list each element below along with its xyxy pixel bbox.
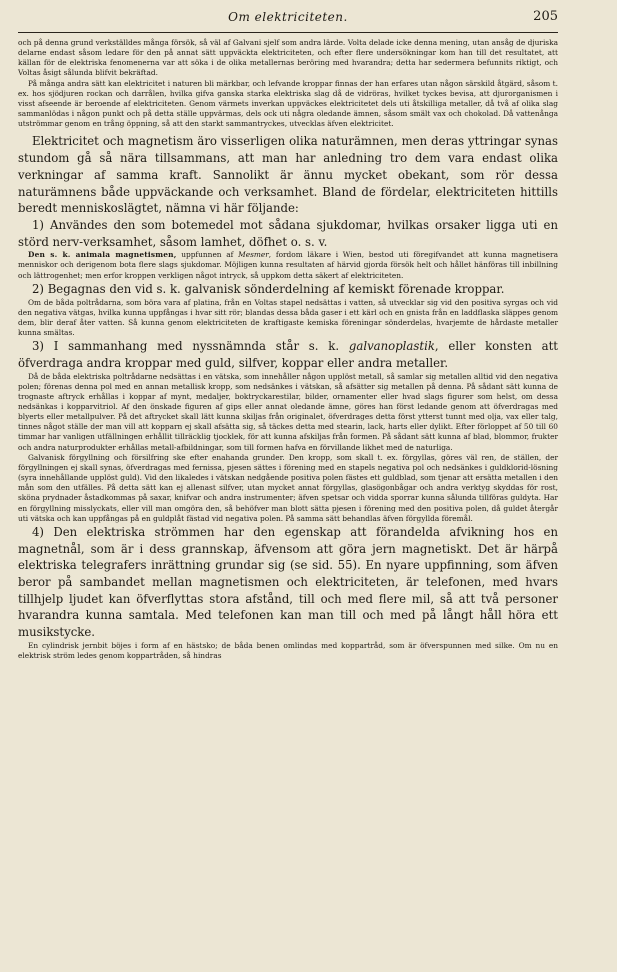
- galvanoplastik-term: galvanoplastik: [348, 339, 435, 354]
- paragraph-natural-electricity: På många andra sätt kan elektricitet i naturen bli märkbar, och lefvande kroppar finnas der han erfares utan någon särskild åtgärd, såsom t. ex. hos sjödjuren rockan och darrålen, hvilka gifva ganska starka elektriska slag då de vidröras, hvilket tyckes bevisa, att djurorganismen i visst afseende är beroende af elektriciteten. Genom värmets inverkan uppväckes elektricitetet dels uti åtskilliga metaller, då två af olika slag sammanlödas i någon punkt och på detta ställe uppvärmas, dels ock uti några oledande ämnen, såsom smält vax och chokolad. Då vattenånga utströmmar genom en trång öppning, så att den starkt sammantryckes, utvecklas äfven elektricitet.: [18, 78, 558, 129]
- list-item-4-telegraph: 4) Den elektriska strömmen har den egenskap att förandelda afvikning hos en magnetnål, som är i dess grannskap, äfvensom att göra jern magnetiskt. Det är härpå elektriska telegrafers inrättning grundar sig (se sid. 55). En nyare uppfinning, som äfven beror på sambandet mellan magnetismen och elektriciteten, är telefonen, med hvars tillhjelp ljudet kan öfverflyttas stora afstånd, till och med flere mil, så att två personer hvarandra kunna samtala. Med telefonen kan man till och med på långt håll höra ett musikstycke.: [18, 524, 558, 640]
- paragraph-water-decomposition: Om de båda poltrådarna, som böra vara af platina, från en Voltas stapel nedsättas i vatten, så utvecklar sig vid den positiva syrgas och vid den negativa vätgas, hvilka kunna uppfångas i hvar sitt rör; blandas dessa båda gaser i ett kärl och en gnista från en laddflaska släppes genom dem, blir deraf åter vatten. Så kunna genom elektriciteten de kraftigaste kemiska föreningar sönderdelas, hvarjemte de hårdaste metaller kunna smältas.: [18, 297, 558, 337]
- paragraph-animal-magnetism: Den s. k. animala magnetismen, uppfunnen af Mesmer, fordom läkare i Wien, bestod uti föregifvandet att kunna magnetisera menniskor och derigenom bota flere slags sjukdomar. Möjligen kunna resultaten af härvid gjorda försök helt och hållet hänföras till inbillning och lättrogenhet; men erfor kroppen verkligen något intryck, så uppkom detta säkert af elektriciteten.: [18, 250, 558, 280]
- list-item-3-galvanoplastik: 3) I sammanhang med nyssnämnda står s. k. galvanoplastik, eller konsten att öfverdraga andra kroppar med guld, silfver, koppar eller andra metaller.: [18, 339, 558, 370]
- page-number: 205: [533, 9, 558, 24]
- book-page: [18, 8, 558, 661]
- paragraph-horseshoe-magnet: En cylindrisk jernbit böjes i form af en hästsko; de båda benen omlindas med koppartråd, som är öfverspunnen med silke. Om nu en elektrisk ström ledes genom koppartråden, så hindras: [18, 640, 558, 660]
- page-header: [18, 8, 558, 33]
- list-item-1-medicine: 1) Användes den som botemedel mot sådana sjukdomar, hvilkas orsaker ligga uti en störd nerv-verksamhet, såsom lamhet, döfhet o. s. v.: [18, 217, 558, 249]
- list-item-2-decomposition: 2) Begagnas den vid s. k. galvanisk sönderdelning af kemiskt förenade kroppar.: [32, 281, 505, 296]
- animal-magnetism-term: Den s. k. animala magnetismen,: [28, 250, 177, 260]
- paragraph-galvanoplastik-process: Då de båda elektriska poltrådarne nedsättas i en vätska, som innehåller någon upplöst metall, så samlar sig metallen alltid vid den negativa polen; förenas denna pol med en annan metallisk kropp, som nedsänkes i vätskan, så afsätter sig metallen på denna. På sådant sätt kunna de trognaste aftryck erhållas i koppar af mynt, medaljer, boktryckarestilar, bilder, ornamenter eller hvad slags figurer som helst, om dessa nedsänkas i kopparvitriol. Af den önskade figuren af gips eller annat oledande ämne, göres han först ledande genom att öfverdragas med blyerts eller metallpulver. På det aftrycket skall lätt kunna skiljas från originalet, öfverdrages detta först ytterst tunnt med olja, vax eller talg, tinnes något ställe der man vill att kopparn ej skall afsätta sig, så täckes detta med stearin, lack, harts eller dylikt. Efter förloppet af 50 till 60 timmar har vanligen utfällningen erhållit tillräcklig tjocklek, för att kunna afskiljas från formen. På sådant sätt kunna af blad, blommor, frukter och andra naturprodukter erhållas metall-afbildningar, som till formen hafva en förvillande likhet med de naturliga.: [18, 371, 558, 452]
- mesmer-name: Mesmer: [238, 250, 269, 260]
- paragraph-gilding: Galvanisk förgyllning och försilfring ske efter enahanda grunder. Den kropp, som skall t. ex. förgyllas, göres väl ren, de ställen, der förgyllningen ej skall synas, öfverdragas med fernissa, pjesen sättes i förening med en stapels negativa pol och nedsänkes i guldklorid-lösning (syra innehållande upplöst guld). Vid den likaledes i vätskan nedgående positiva polen fästes ett guldblad, som tjenar att ersätta metallen i den mån som den utfälles. På detta sätt kan ej allenast silfver, utan mycket annat förgyllas, glasögonbågar och andra verktyg skyddas för rost, sköna prydnader åstadkommas på saxar, knifvar och andra instrumenter; äfven spetsar och vidda sporrar kunna sålunda tillföras guldyta. Har en förgyllning misslyckats, eller vill man omgöra den, så behöfver man blott sätta pjesen i förening med den positiva polen, då guldet återgår uti vätska och kan uppfångas på en guldplåt fästad vid negativa polen. På samma sätt behandlas äfven förgyllda föremål.: [18, 452, 558, 523]
- paragraph-electricity-magnetism: Elektricitet och magnetism äro visserligen olika naturämnen, men deras yttringar synas stundom gå så nära tillsammans, att man har anledning tro dem vara endast olika verkningar af samma kraft. Sannolikt är ännu mycket obekant, som rör dessa naturämnens både uppväckande och verksamhet. Bland de fördelar, elektriciteten hittills beredt menniskoslägtet, nämna vi här följande:: [18, 134, 558, 216]
- paragraph-galvani: och på denna grund verkställdes många försök, så väl af Galvani sjelf som andra lärde. Volta delade icke denna mening, utan ansåg de djuriska delarne endast såsom ledare för den på annat sätt uppväckta elektriciteten, och efter flere undersökningar kom han till det resultatet, att källan för de elektriska fenomenerna var att söka i de olika metallernas beröring med hvarandra; detta har sedermera befunnits riktigt, och Voltas åsigt sålunda blifvit bekräftad.: [18, 38, 558, 78]
- running-title: Om elektriciteten.: [228, 10, 348, 24]
